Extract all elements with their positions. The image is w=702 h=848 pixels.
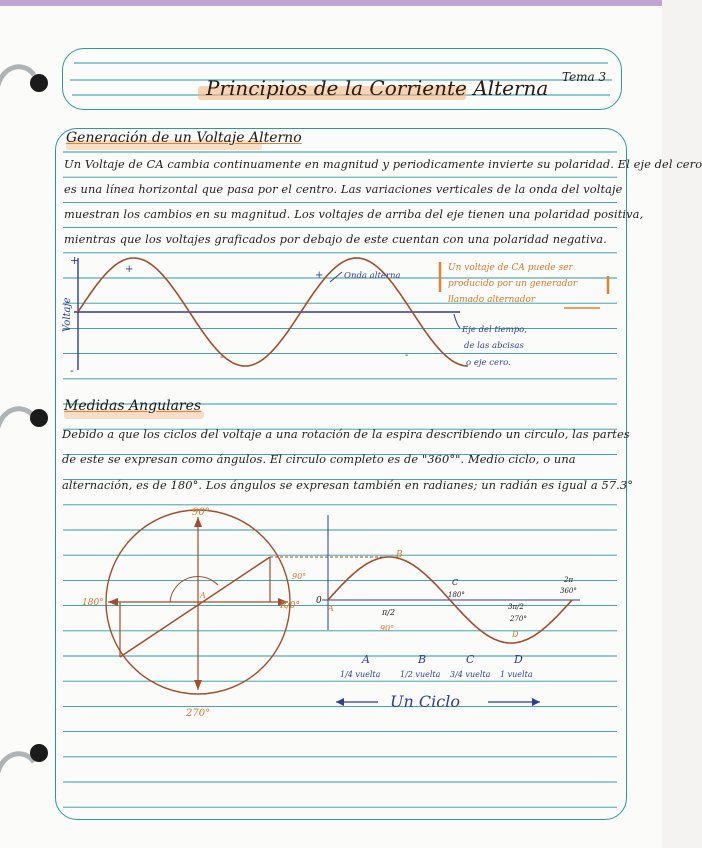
section1-line-1: Un Voltaje de CA cambia continuamente en magnitud y periodicamente invierte su polaridad. El eje del cero [64,157,702,171]
binder-hole-bottom [30,744,48,762]
tema-label: Tema 3 [562,70,607,84]
angle-0: R/0° [280,601,301,611]
section2-line-1: Debido a que los ciclos del voltaje a una rotación de la espira describiendo un circulo, las partes [62,427,630,441]
wave-tick-3pi2: 3π/2 [508,603,524,611]
binder-hole-top [30,74,48,92]
section1-line-4: mientras que los voltajes graficados por debajo de este cuentan con una polaridad negativa. [64,232,607,246]
side-note [430,256,620,316]
vertical-90-label: 90° [292,572,307,581]
trough2-minus: - [405,350,409,361]
quarter-labels [340,653,533,679]
angle-diagram [82,505,600,720]
center-label: A [200,591,206,600]
wave-point-a: A [328,604,334,613]
section2-line-3: alternación, es de 180°. Los ángulos se expresan también en radianes; un radián es igual a 57.3° [62,478,634,492]
wave-tick-pi2: π/2 [382,608,396,617]
axis-minus: - [70,364,74,377]
binder-ring-bottom [0,740,36,780]
binder-ring-top [0,55,36,95]
section1-line-2: es una línea horizontal que pasa por el centro. Las variaciones verticales de la onda del voltaje [64,182,623,196]
wave-tick-360: 360° [560,587,577,595]
angle-270: 270° [186,708,211,719]
wave-peak-b: B [396,550,403,560]
quarter-c-letter: C [466,653,475,666]
angle-90: 90° [192,507,210,518]
wave-zero: 0 [316,596,322,606]
wave-label: Onda alterna [344,271,401,281]
side-note-1: Un voltaje de CA puede ser [448,263,573,273]
quarter-d-caption: 1 vuelta [500,670,533,679]
radius-line [120,557,270,657]
section2-heading: Medidas Angulares [64,398,202,414]
page-title: Principios de la Corriente Alterna [206,76,549,100]
axis-note-2: de las abcisas [464,341,524,351]
section2-line-2: de este se expresan como ángulos. El circulo completo es de "360°". Medio ciclo, o una [62,452,576,466]
wave-tick-270: 270° [510,615,527,623]
quarter-a-caption: 1/4 vuelta [340,670,381,679]
wave-point-c: C [452,578,459,587]
quarter-b-caption: 1/2 vuelta [400,670,441,679]
wave-trough-d: D [512,630,519,639]
wave-tick-90: 90° [380,624,395,633]
cycle-label: Un Ciclo [390,692,460,711]
peak1-plus: + [125,264,134,275]
angle-180: 180° [82,598,104,608]
quarter-b-letter: B [418,653,427,666]
axis-note-1: Eje del tiempo, [462,325,527,335]
trough1-minus: - [220,352,224,363]
side-note-2: producido por un generador [448,279,578,289]
side-note-3: llamado alternador [448,295,536,305]
quarter-a-letter: A [362,653,370,666]
quarter-c-caption: 3/4 vuelta [450,670,491,679]
axis-plus: + [70,254,80,267]
axis-note-3: o eje cero. [466,358,511,368]
page-top-edge [0,0,662,6]
section1-heading: Generación de un Voltaje Alterno [66,130,302,146]
quarter-d-letter: D [514,653,523,666]
wave-tick-2pi: 2π [564,576,574,584]
binder-hole-middle [30,409,48,427]
peak2-plus: + [315,270,324,281]
section1-line-3: muestran los cambios en su magnitud. Los voltajes de arriba del eje tienen una polaridad positiva, [64,207,644,221]
wave-tick-180: 180° [448,591,465,599]
voltage-axis-label: Voltaje [62,297,73,332]
